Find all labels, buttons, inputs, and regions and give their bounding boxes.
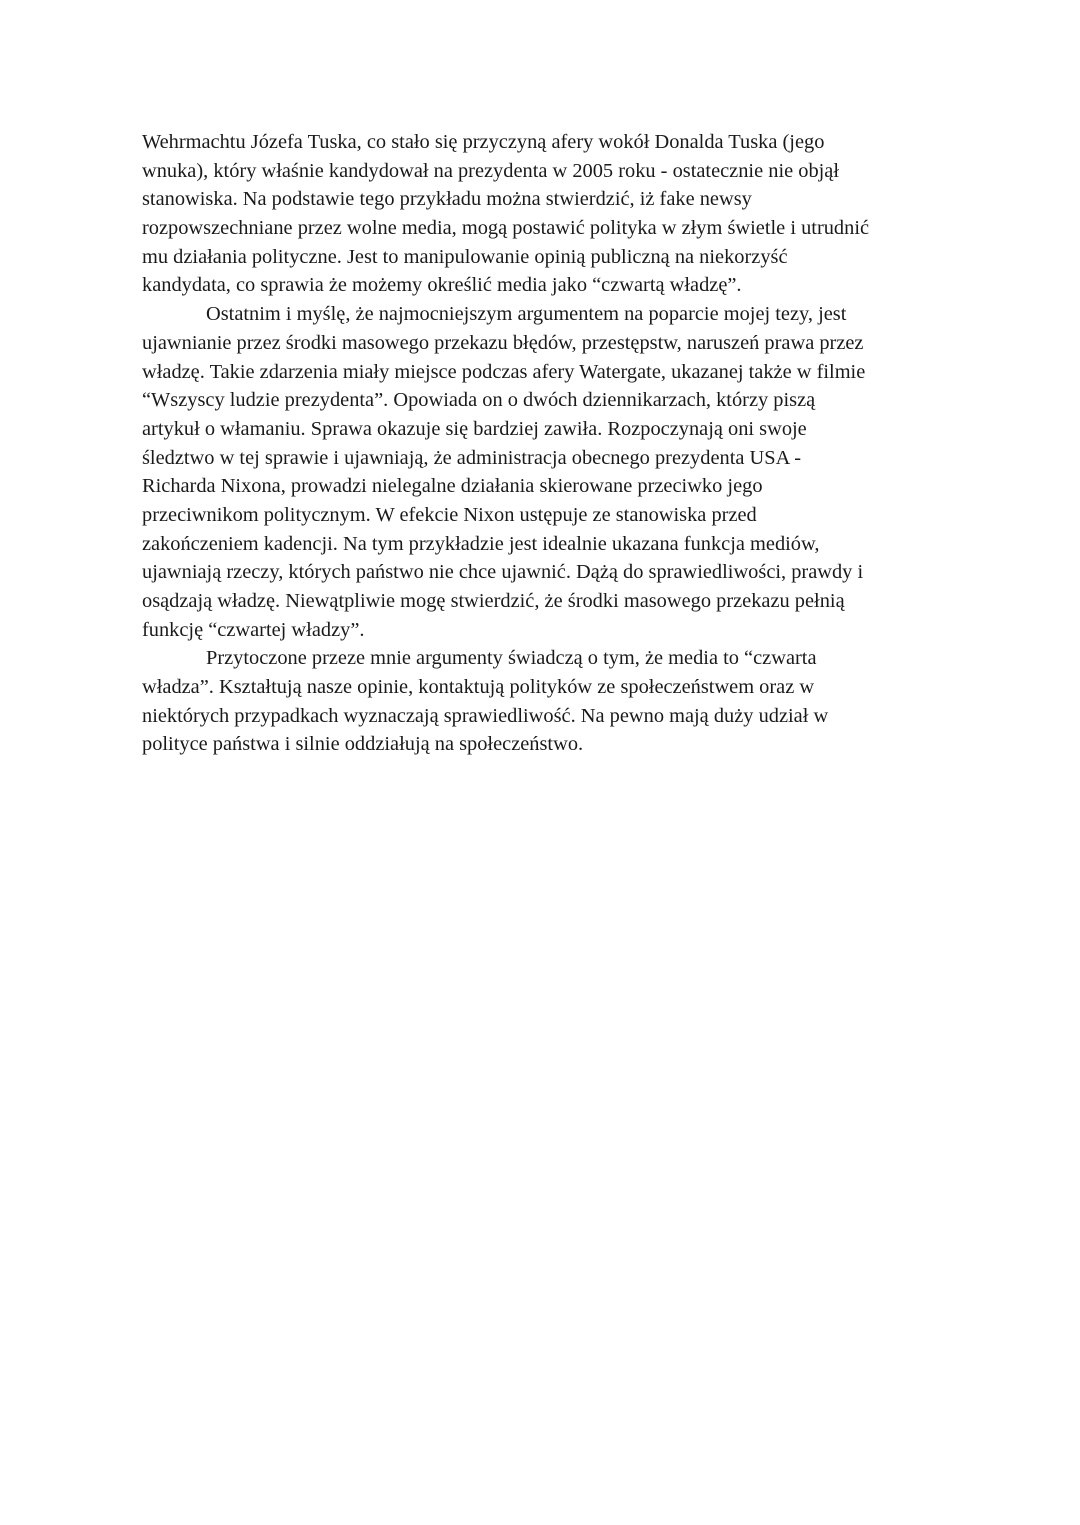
- text-line: artykuł o włamaniu. Sprawa okazuje się bardziej zawiła. Rozpoczynają oni swoje: [142, 417, 807, 440]
- text-line: ujawniają rzeczy, których państwo nie chce ujawnić. Dążą do sprawiedliwości, prawdy i: [142, 561, 864, 584]
- text-line: funkcję “czwartej władzy”.: [142, 618, 365, 641]
- text-line: stanowiska. Na podstawie tego przykładu można stwierdzić, iż fake newsy: [142, 188, 752, 211]
- text-line: zakończeniem kadencji. Na tym przykładzie jest idealnie ukazana funkcja mediów,: [142, 532, 820, 555]
- paragraph-start-line: Ostatnim i myślę, że najmocniejszym argumentem na poparcie mojej tezy, jest: [206, 303, 847, 326]
- text-line: polityce państwa i silnie oddziałują na społeczeństwo.: [142, 733, 584, 756]
- text-line: wnuka), który właśnie kandydował na prezydenta w 2005 roku - ostatecznie nie objął: [142, 159, 840, 182]
- text-line: kandydata, co sprawia że możemy określić media jako “czwartą władzę”.: [142, 274, 742, 297]
- text-line: przeciwnikom politycznym. W efekcie Nixon ustępuje ze stanowiska przed: [142, 503, 757, 526]
- text-line: mu działania polityczne. Jest to manipulowanie opinią publiczną na niekorzyść: [142, 245, 788, 268]
- paragraph-start-line: Przytoczone przeze mnie argumenty świadczą o tym, że media to “czwarta: [206, 647, 817, 670]
- text-line: ujawnianie przez środki masowego przekazu błędów, przestępstw, naruszeń prawa przez: [142, 331, 864, 354]
- text-line: osądzają władzę. Niewątpliwie mogę stwierdzić, że środki masowego przekazu pełnią: [142, 590, 845, 612]
- text-line: Richarda Nixona, prowadzi nielegalne działania skierowane przeciwko jego: [142, 475, 763, 498]
- text-line: śledztwo w tej sprawie i ujawniają, że administracja obecnego prezydenta USA -: [142, 446, 802, 469]
- text-line: władzę. Takie zdarzenia miały miejsce podczas afery Watergate, ukazanej także w filmie: [142, 360, 866, 383]
- text-line: Wehrmachtu Józefa Tuska, co stało się przyczyną afery wokół Donalda Tuska (jego: [142, 131, 825, 153]
- text-line: “Wszyscy ludzie prezydenta”. Opowiada on o dwóch dziennikarzach, którzy piszą: [142, 389, 816, 412]
- text-line: niektórych przypadkach wyznaczają sprawiedliwość. Na pewno mają duży udział w: [142, 704, 829, 727]
- text-line: rozpowszechniane przez wolne media, mogą postawić polityka w złym świetle i utrudnić: [142, 217, 870, 240]
- document-text: [142, 128, 942, 759]
- text-line: władza”. Kształtują nasze opinie, kontaktują polityków ze społeczeństwem oraz w: [142, 676, 815, 699]
